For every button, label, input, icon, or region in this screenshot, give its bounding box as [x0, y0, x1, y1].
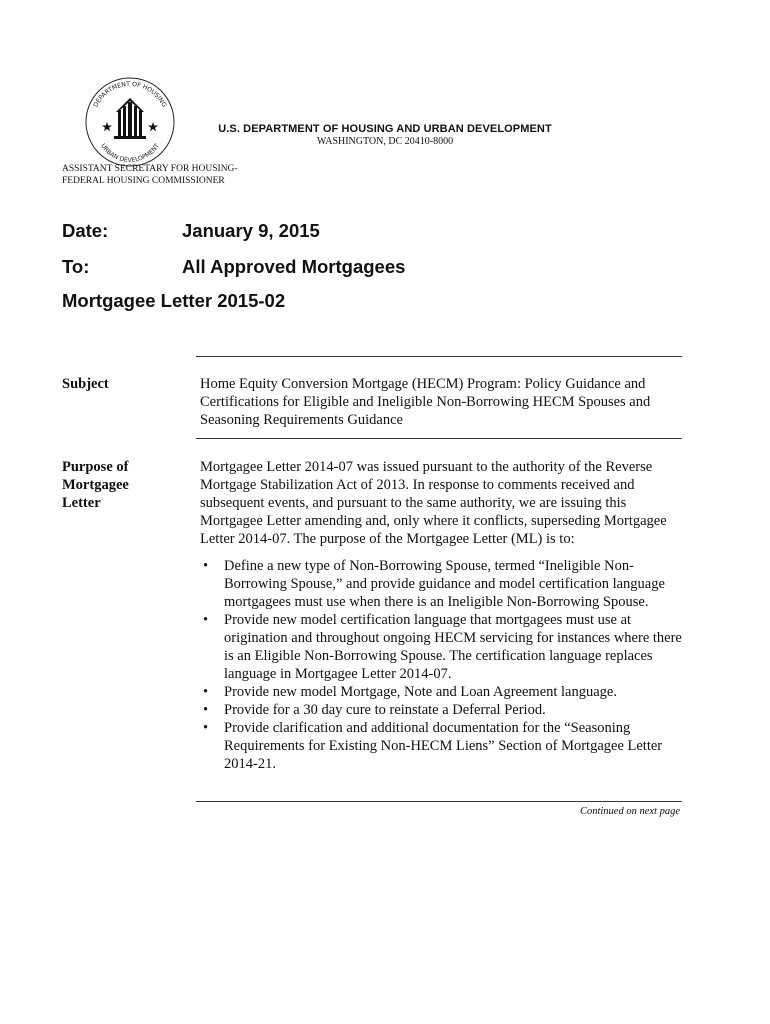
list-item: • Provide clarification and additional documentation for the “Seasoning Requirements for Existing Non-HECM Liens” Section of Mortgagee Letter 2014-21.	[200, 719, 685, 773]
hud-seal-logo	[80, 72, 180, 172]
office-line-1: ASSISTANT SECRETARY FOR HOUSING-	[62, 164, 238, 174]
divider-rule	[196, 438, 682, 439]
seal-text-top: DEPARTMENT OF HOUSING	[92, 80, 168, 109]
divider-rule	[196, 356, 682, 357]
list-item: • Provide for a 30 day cure to reinstate a Deferral Period.	[200, 701, 685, 719]
letter-title: Mortgagee Letter 2015-02	[62, 290, 286, 311]
purpose-label-line-1: Purpose of	[62, 459, 129, 475]
purpose-label-line-2: Mortgagee	[62, 477, 129, 493]
to-label: To:	[62, 256, 90, 277]
date-value: January 9, 2015	[182, 220, 320, 241]
department-address: WASHINGTON, DC 20410-8000	[316, 136, 454, 147]
purpose-label-line-3: Letter	[62, 495, 101, 511]
continued-note: Continued on next page	[579, 806, 680, 817]
purpose-label	[62, 458, 182, 512]
subject-label: Subject	[62, 376, 109, 392]
list-item: • Define a new type of Non-Borrowing Spouse, termed “Ineligible Non-Borrowing Spouse,” and provide guidance and model certification language mortgagees must use when there is an Ineligible Non-Borrowing Spouse.	[200, 557, 685, 611]
date-label: Date:	[62, 220, 109, 241]
department-name: U.S. DEPARTMENT OF HOUSING AND URBAN DEVELOPMENT	[218, 123, 552, 135]
subject-text: Home Equity Conversion Mortgage (HECM) Program: Policy Guidance and Certifications for Eligible and Ineligible Non-Borrowing HECM Spouses and Seasoning Requirements Guidance	[200, 376, 651, 428]
office-line-2: FEDERAL HOUSING COMMISSIONER	[62, 176, 225, 186]
office-name	[62, 163, 238, 187]
seal-text-bottom: URBAN DEVELOPMENT	[99, 142, 161, 165]
list-item: • Provide new model Mortgage, Note and Loan Agreement language.	[200, 683, 685, 701]
divider-rule	[196, 801, 682, 802]
purpose-bullet-list	[200, 557, 685, 773]
purpose-intro: Mortgagee Letter 2014-07 was issued pursuant to the authority of the Reverse Mortgage Stabilization Act of 2013. In response to comments received and subsequent events, and pursuant to the same authority, we are issuing this Mortgagee Letter amending and, only where it conflicts, superseding Mortgagee Letter 2014-07. The purpose of the Mortgagee Letter (ML) is to:	[200, 459, 667, 547]
list-item: • Provide new model certification language that mortgagees must use at origination and throughout ongoing HECM servicing for instances where there is an Eligible Non-Borrowing Spouse. The certification language replaces language in Mortgagee Letter 2014-07.	[200, 611, 685, 683]
to-value: All Approved Mortgagees	[182, 256, 406, 277]
